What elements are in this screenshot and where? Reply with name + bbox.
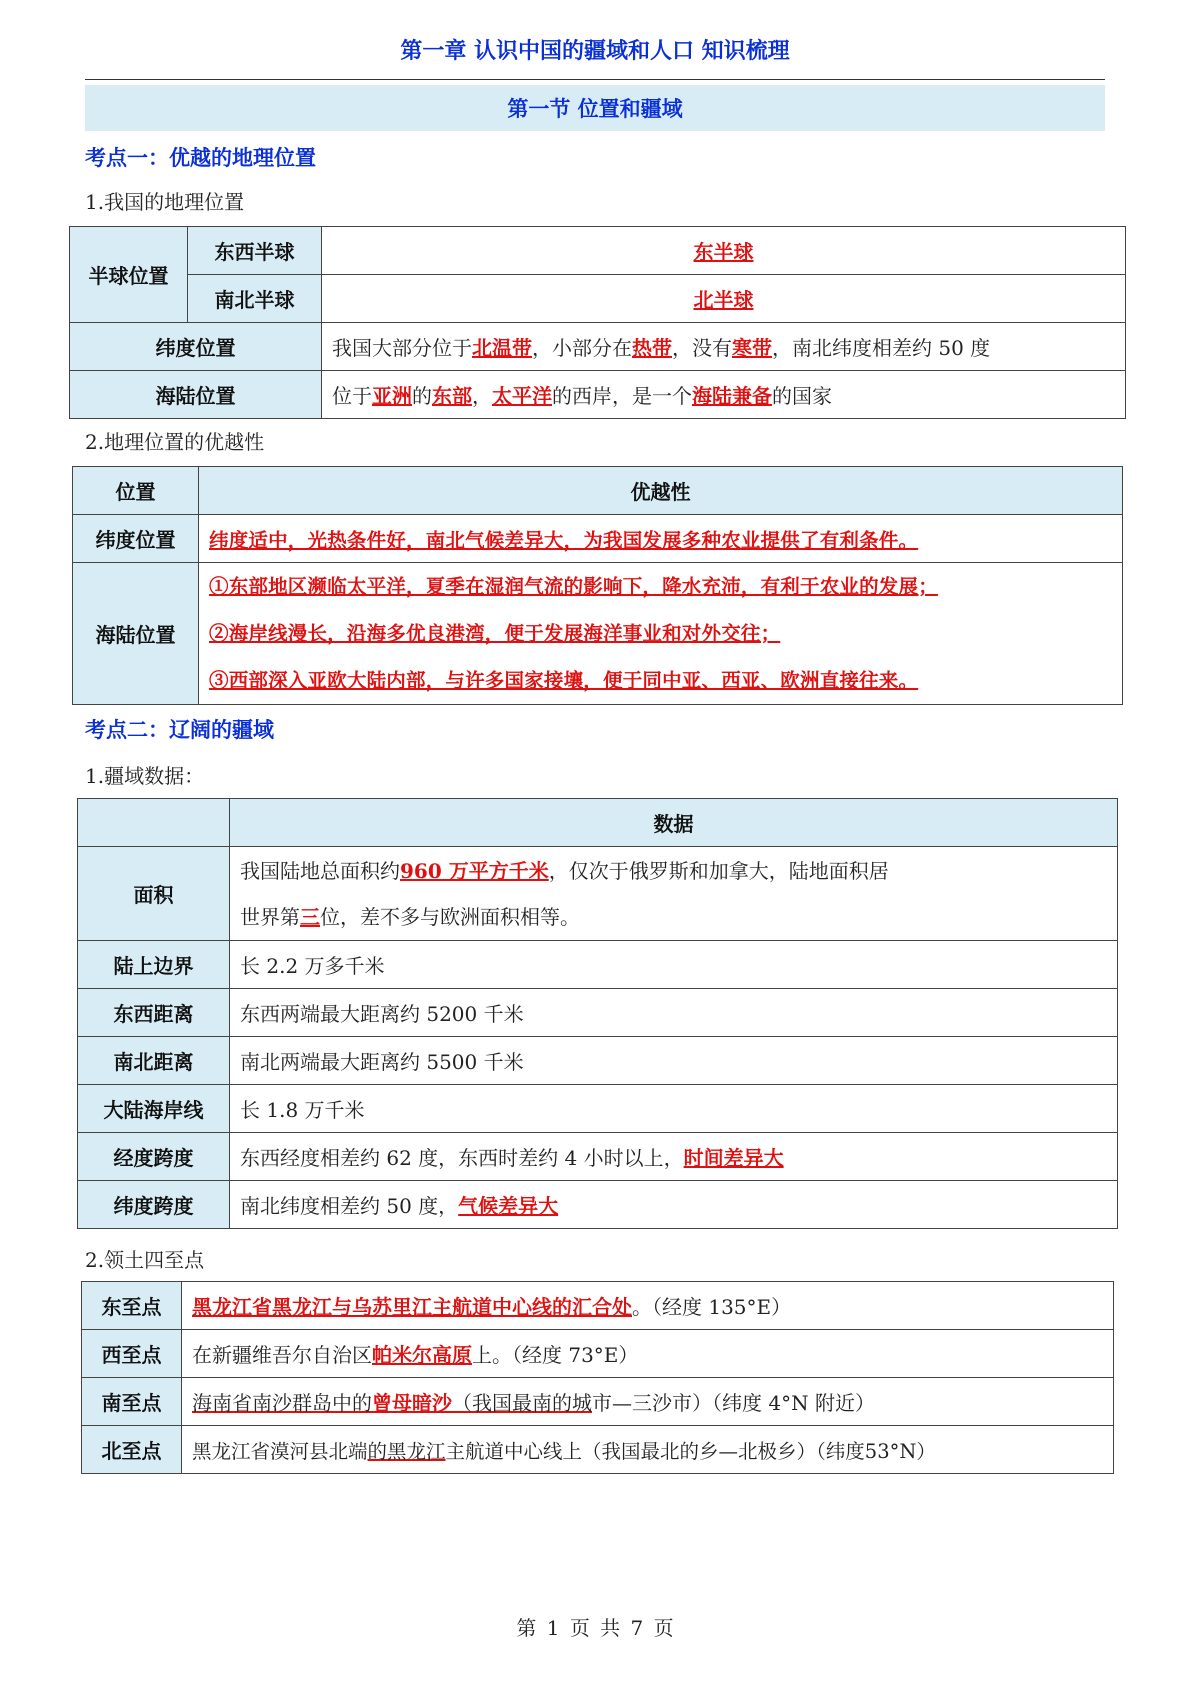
area-text-2: ，仅次于俄罗斯和加拿大，陆地面积居 (548, 858, 889, 883)
location-table (69, 226, 1126, 419)
ew-dist-value: 东西两端最大距离约 5200 千米 (230, 989, 1118, 1037)
adv-lat-text: 纬度适中，光热条件好，南北气候差异大，为我国发展多种农业提供了有利条件。 (209, 528, 919, 552)
border-value: 长 2.2 万多千米 (230, 941, 1118, 989)
ns-dist-label: 南北距离 (78, 1037, 230, 1085)
adv-lat-cell (199, 515, 1123, 563)
west-text-2: 上。（经度 73°E） (472, 1343, 639, 1367)
west-hl-1: 帕米尔高原 (372, 1343, 472, 1367)
west-text-1: 在新疆维吾尔自治区 (192, 1343, 372, 1367)
ew-hemi-label: 东西半球 (188, 227, 322, 275)
lat-hl-3: 寒带 (732, 336, 772, 360)
lat-hl-1: 北温带 (472, 336, 532, 360)
north-text-2: 的黑龙江 (367, 1439, 446, 1463)
kp1-sub2: 2.地理位置的优越性 (85, 430, 265, 454)
north-text-3: 主航道中心线上（我国最北的乡—北极乡）（纬度53°N） (445, 1439, 936, 1463)
area-text-4: 位，差不多与欧洲面积相等。 (320, 904, 580, 929)
sea-pos-value (322, 371, 1126, 419)
lat-pos-label: 纬度位置 (70, 323, 322, 371)
south-text-3: 市—三沙市）（纬度 4°N 附近） (592, 1391, 875, 1415)
coast-value: 长 1.8 万千米 (230, 1085, 1118, 1133)
south-point-label: 南至点 (82, 1378, 182, 1426)
ns-dist-value: 南北两端最大距离约 5500 千米 (230, 1037, 1118, 1085)
sea-hl-1: 亚洲 (372, 384, 412, 408)
adv-sea-item-2: ②海岸线漫长，沿海多优良港湾，便于发展海洋事业和对外交往； (209, 622, 781, 645)
south-hl-1: 曾母暗沙 (372, 1391, 452, 1415)
latspan-hl-1: 气候差异大 (458, 1194, 559, 1218)
lat-pos-value (322, 323, 1126, 371)
border-label: 陆上边界 (78, 941, 230, 989)
adv-col-advantage: 优越性 (199, 467, 1123, 515)
sea-text-3: ， (472, 384, 492, 408)
lon-hl-1: 时间差异大 (683, 1146, 784, 1170)
sea-text-1: 位于 (332, 384, 372, 408)
terr-col-data: 数据 (230, 799, 1118, 847)
hemi-label: 半球位置 (70, 227, 188, 323)
area-value (230, 847, 1118, 941)
south-text-1: 海南省南沙群岛中的 (192, 1391, 372, 1415)
area-label: 面积 (78, 847, 230, 941)
east-point-value (182, 1282, 1114, 1330)
page-title: 第一章 认识中国的疆域和人口 知识梳理 (400, 39, 790, 64)
sea-text-5: 的国家 (772, 384, 832, 408)
area-hl-2: 三 (300, 904, 320, 929)
lat-text-2: ，小部分在 (532, 336, 632, 360)
lat-span-label: 纬度跨度 (78, 1181, 230, 1229)
advantage-table (72, 466, 1123, 705)
kp1-sub1: 1.我国的地理位置 (85, 190, 245, 214)
sea-hl-3: 太平洋 (492, 384, 552, 408)
adv-sea-cell (199, 563, 1123, 705)
sea-pos-label: 海陆位置 (70, 371, 322, 419)
lat-hl-2: 热带 (632, 336, 672, 360)
area-line-2 (240, 894, 1107, 940)
west-point-value (182, 1330, 1114, 1378)
south-text-2: （我国最南的城 (452, 1391, 592, 1415)
section-title: 第一节 位置和疆域 (85, 85, 1105, 131)
ns-hemi-value (322, 275, 1126, 323)
west-point-label: 西至点 (82, 1330, 182, 1378)
adv-col-position: 位置 (73, 467, 199, 515)
ew-hemi-value (322, 227, 1126, 275)
lon-span-value (230, 1133, 1118, 1181)
area-line-1 (240, 848, 1107, 894)
lon-text-1: 东西经度相差约 62 度，东西时差约 4 小时以上， (240, 1146, 684, 1170)
north-point-value (182, 1426, 1114, 1474)
terr-col-empty (78, 799, 230, 847)
area-text-1: 我国陆地总面积约 (240, 858, 400, 883)
page-footer: 第 1 页 共 7 页 (516, 1616, 674, 1640)
adv-sea-item-1: ①东部地区濒临太平洋，夏季在湿润气流的影响下，降水充沛，有利于农业的发展； (209, 575, 938, 598)
south-point-value (182, 1378, 1114, 1426)
ns-hemi-highlight: 北半球 (693, 288, 754, 312)
kp2-sub1: 1.疆域数据： (85, 764, 205, 788)
sea-hl-2: 东部 (432, 384, 472, 408)
north-point-label: 北至点 (82, 1426, 182, 1474)
adv-sea-item-3: ③西部深入亚欧大陆内部，与许多国家接壤，便于同中亚、西亚、欧洲直接往来。 (209, 669, 919, 692)
sea-hl-4: 海陆兼备 (692, 384, 772, 408)
lat-span-value (230, 1181, 1118, 1229)
lat-text-1: 我国大部分位于 (332, 336, 472, 360)
east-point-label: 东至点 (82, 1282, 182, 1330)
lat-text-3: ，没有 (672, 336, 732, 360)
sea-text-2: 的 (412, 384, 432, 408)
east-hl-1: 黑龙江省黑龙江与乌苏里江主航道中心线的汇合处 (192, 1295, 632, 1319)
territory-table (77, 798, 1118, 1229)
kp2-heading: 考点二：辽阔的疆域 (85, 718, 274, 742)
kp2-sub2: 2.领土四至点 (85, 1248, 205, 1272)
lat-text-4: ，南北纬度相差约 50 度 (772, 336, 991, 360)
north-text-1: 黑龙江省漠河县北端 (192, 1439, 368, 1463)
adv-lat-label: 纬度位置 (73, 515, 199, 563)
title-rule (85, 79, 1105, 80)
adv-sea-label: 海陆位置 (73, 563, 199, 705)
ns-hemi-label: 南北半球 (188, 275, 322, 323)
ew-dist-label: 东西距离 (78, 989, 230, 1037)
extremes-table (81, 1281, 1114, 1474)
latspan-text-1: 南北纬度相差约 50 度， (240, 1194, 459, 1218)
kp1-heading: 考点一：优越的地理位置 (85, 146, 316, 170)
area-text-3: 世界第 (240, 904, 300, 929)
area-hl-1: 960 万平方千米 (400, 858, 549, 883)
lon-span-label: 经度跨度 (78, 1133, 230, 1181)
ew-hemi-highlight: 东半球 (693, 240, 754, 264)
coast-label: 大陆海岸线 (78, 1085, 230, 1133)
east-text-1: 。（经度 135°E） (632, 1295, 792, 1319)
sea-text-4: 的西岸，是一个 (552, 384, 692, 408)
